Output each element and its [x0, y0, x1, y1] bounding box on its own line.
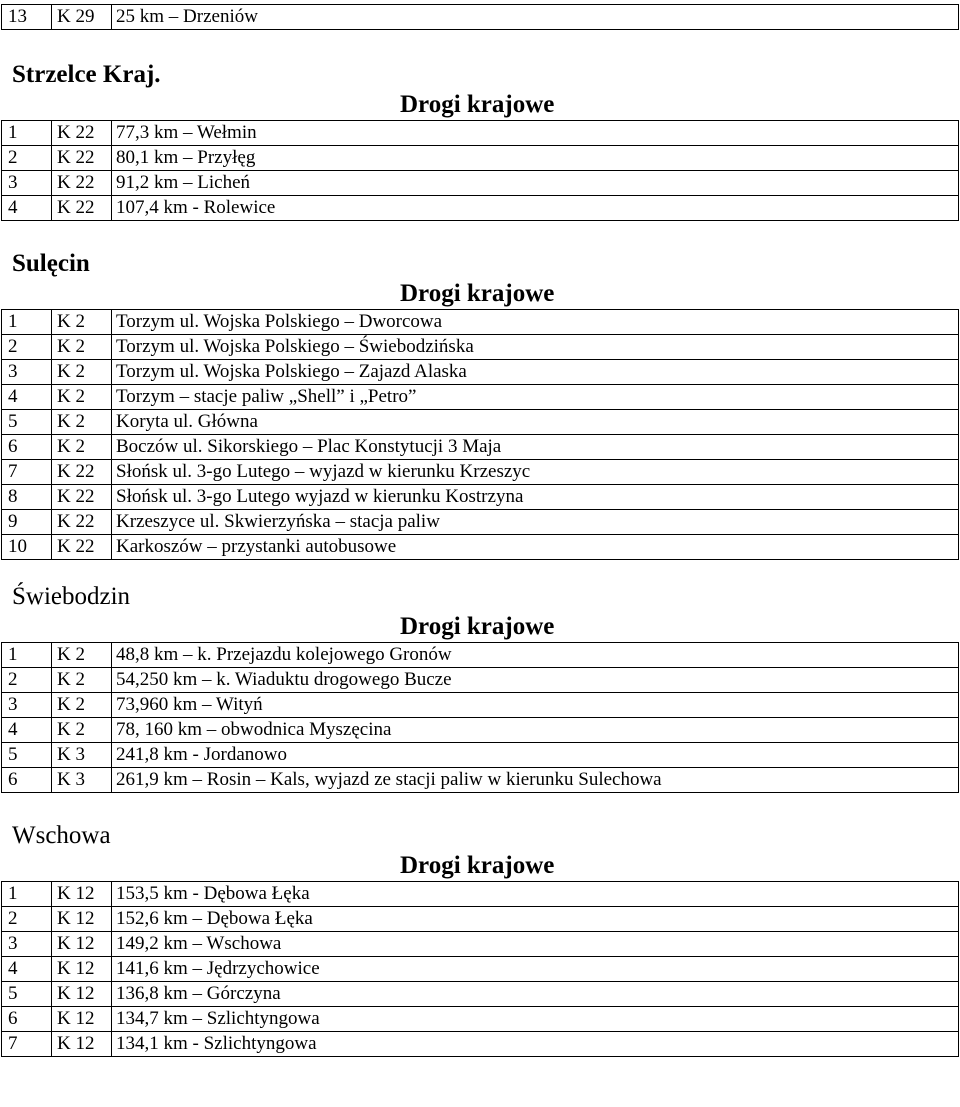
- road-code: K 2: [52, 718, 112, 743]
- road-code: K 2: [52, 643, 112, 668]
- row-number: 1: [2, 882, 52, 907]
- table-row: [2, 146, 959, 171]
- location: 241,8 km - Jordanowo: [112, 743, 959, 768]
- road-code: K 22: [52, 485, 112, 510]
- row-number: 4: [2, 385, 52, 410]
- roads-table: [1, 309, 959, 560]
- location: Torzym – stacje paliw „Shell” i „Petro”: [112, 385, 959, 410]
- table-row: [2, 510, 959, 535]
- row-number: 9: [2, 510, 52, 535]
- road-code: K 2: [52, 693, 112, 718]
- row-number: 2: [2, 907, 52, 932]
- row-number: 2: [2, 146, 52, 171]
- row-number: 8: [2, 485, 52, 510]
- location: 54,250 km – k. Wiaduktu drogowego Bucze: [112, 668, 959, 693]
- row-number: 13: [2, 5, 52, 30]
- row-number: 3: [2, 360, 52, 385]
- city-title: Strzelce Kraj.: [12, 61, 161, 88]
- location: 136,8 km – Górczyna: [112, 982, 959, 1007]
- road-code: K 22: [52, 196, 112, 221]
- location: Słońsk ul. 3-go Lutego – wyjazd w kierunku Krzeszyc: [112, 460, 959, 485]
- section-heading: [0, 279, 960, 309]
- road-code: K 12: [52, 882, 112, 907]
- row-number: 4: [2, 196, 52, 221]
- table-row: [2, 907, 959, 932]
- row-number: 5: [2, 410, 52, 435]
- table-row: [2, 932, 959, 957]
- road-code: K 3: [52, 743, 112, 768]
- table-row: [2, 196, 959, 221]
- table-row: [2, 1032, 959, 1057]
- table-row: [2, 171, 959, 196]
- city-title: Świebodzin: [12, 583, 131, 610]
- row-number: 10: [2, 535, 52, 560]
- location: Karkoszów – przystanki autobusowe: [112, 535, 959, 560]
- table-row: [2, 882, 959, 907]
- row-number: 3: [2, 932, 52, 957]
- location: Słońsk ul. 3-go Lutego wyjazd w kierunku Kostrzyna: [112, 485, 959, 510]
- road-code: K 12: [52, 957, 112, 982]
- road-code: K 2: [52, 385, 112, 410]
- table-row: [2, 360, 959, 385]
- road-code: K 12: [52, 1007, 112, 1032]
- table-row: [2, 385, 959, 410]
- section-sulecin: [0, 249, 960, 560]
- section-strzelce: [0, 60, 960, 221]
- location: 149,2 km – Wschowa: [112, 932, 959, 957]
- table-row: [2, 668, 959, 693]
- city-title: Sulęcin: [12, 250, 90, 277]
- road-code: K 12: [52, 982, 112, 1007]
- road-code: K 2: [52, 410, 112, 435]
- row-number: 6: [2, 768, 52, 793]
- table-row: [2, 121, 959, 146]
- row-number: 6: [2, 1007, 52, 1032]
- location: Boczów ul. Sikorskiego – Plac Konstytucji 3 Maja: [112, 435, 959, 460]
- road-code: K 2: [52, 360, 112, 385]
- location: 261,9 km – Rosin – Kals, wyjazd ze stacji paliw w kierunku Sulechowa: [112, 768, 959, 793]
- heading-text: Drogi krajowe: [400, 852, 555, 879]
- table-row: [2, 410, 959, 435]
- road-code: K 22: [52, 146, 112, 171]
- location: 134,7 km – Szlichtyngowa: [112, 1007, 959, 1032]
- section-swiebodzin: [0, 582, 960, 793]
- heading-text: Drogi krajowe: [400, 280, 555, 307]
- location: 80,1 km – Przyłęg: [112, 146, 959, 171]
- table-row: [2, 643, 959, 668]
- table-row: [2, 335, 959, 360]
- row-number: 7: [2, 460, 52, 485]
- roads-table: [1, 881, 959, 1057]
- row-number: 1: [2, 643, 52, 668]
- location: 141,6 km – Jędrzychowice: [112, 957, 959, 982]
- road-code: K 12: [52, 932, 112, 957]
- table-row: [2, 1007, 959, 1032]
- table-row: [2, 310, 959, 335]
- location: 48,8 km – k. Przejazdu kolejowego Gronów: [112, 643, 959, 668]
- road-code: K 22: [52, 535, 112, 560]
- table-row: [2, 982, 959, 1007]
- table-row: [2, 535, 959, 560]
- table-row: [2, 460, 959, 485]
- road-code: K 12: [52, 1032, 112, 1057]
- location: 91,2 km – Licheń: [112, 171, 959, 196]
- location: 78, 160 km – obwodnica Myszęcina: [112, 718, 959, 743]
- top-table: [1, 4, 959, 30]
- row-number: 5: [2, 982, 52, 1007]
- city-title: Wschowa: [12, 822, 111, 849]
- location: 134,1 km - Szlichtyngowa: [112, 1032, 959, 1057]
- road-code: K 22: [52, 460, 112, 485]
- row-number: 1: [2, 121, 52, 146]
- location: 153,5 km - Dębowa Łęka: [112, 882, 959, 907]
- road-code: K 22: [52, 171, 112, 196]
- location: 77,3 km – Wełmin: [112, 121, 959, 146]
- table-row: [2, 768, 959, 793]
- location: Torzym ul. Wojska Polskiego – Świebodzińska: [112, 335, 959, 360]
- road-code: K 2: [52, 310, 112, 335]
- row-number: 4: [2, 957, 52, 982]
- heading-text: Drogi krajowe: [400, 91, 555, 118]
- location: 73,960 km – Wityń: [112, 693, 959, 718]
- row-number: 1: [2, 310, 52, 335]
- road-code: K 2: [52, 668, 112, 693]
- row-number: 2: [2, 335, 52, 360]
- row-number: 3: [2, 693, 52, 718]
- section-wschowa: [0, 821, 960, 1057]
- table-row: [2, 718, 959, 743]
- location: Torzym ul. Wojska Polskiego – Zajazd Alaska: [112, 360, 959, 385]
- table-row: [2, 693, 959, 718]
- row-number: 6: [2, 435, 52, 460]
- table-row: [2, 485, 959, 510]
- row-number: 5: [2, 743, 52, 768]
- road-code: K 22: [52, 121, 112, 146]
- road-code: K 29: [52, 5, 112, 30]
- row-number: 7: [2, 1032, 52, 1057]
- location: 25 km – Drzeniów: [112, 5, 959, 30]
- location: 152,6 km – Dębowa Łęka: [112, 907, 959, 932]
- roads-table: [1, 642, 959, 793]
- road-code: K 12: [52, 907, 112, 932]
- location: Koryta ul. Główna: [112, 410, 959, 435]
- road-code: K 2: [52, 435, 112, 460]
- row-number: 3: [2, 171, 52, 196]
- section-heading: [0, 90, 960, 120]
- location: Krzeszyce ul. Skwierzyńska – stacja paliw: [112, 510, 959, 535]
- table-row: [2, 435, 959, 460]
- row-number: 2: [2, 668, 52, 693]
- heading-text: Drogi krajowe: [400, 613, 555, 640]
- road-code: K 2: [52, 335, 112, 360]
- table-row: [2, 957, 959, 982]
- road-code: K 22: [52, 510, 112, 535]
- table-row: [2, 743, 959, 768]
- location: Torzym ul. Wojska Polskiego – Dworcowa: [112, 310, 959, 335]
- section-heading: [0, 851, 960, 881]
- table-row: [2, 5, 959, 30]
- location: 107,4 km - Rolewice: [112, 196, 959, 221]
- row-number: 4: [2, 718, 52, 743]
- section-heading: [0, 612, 960, 642]
- roads-table: [1, 120, 959, 221]
- road-code: K 3: [52, 768, 112, 793]
